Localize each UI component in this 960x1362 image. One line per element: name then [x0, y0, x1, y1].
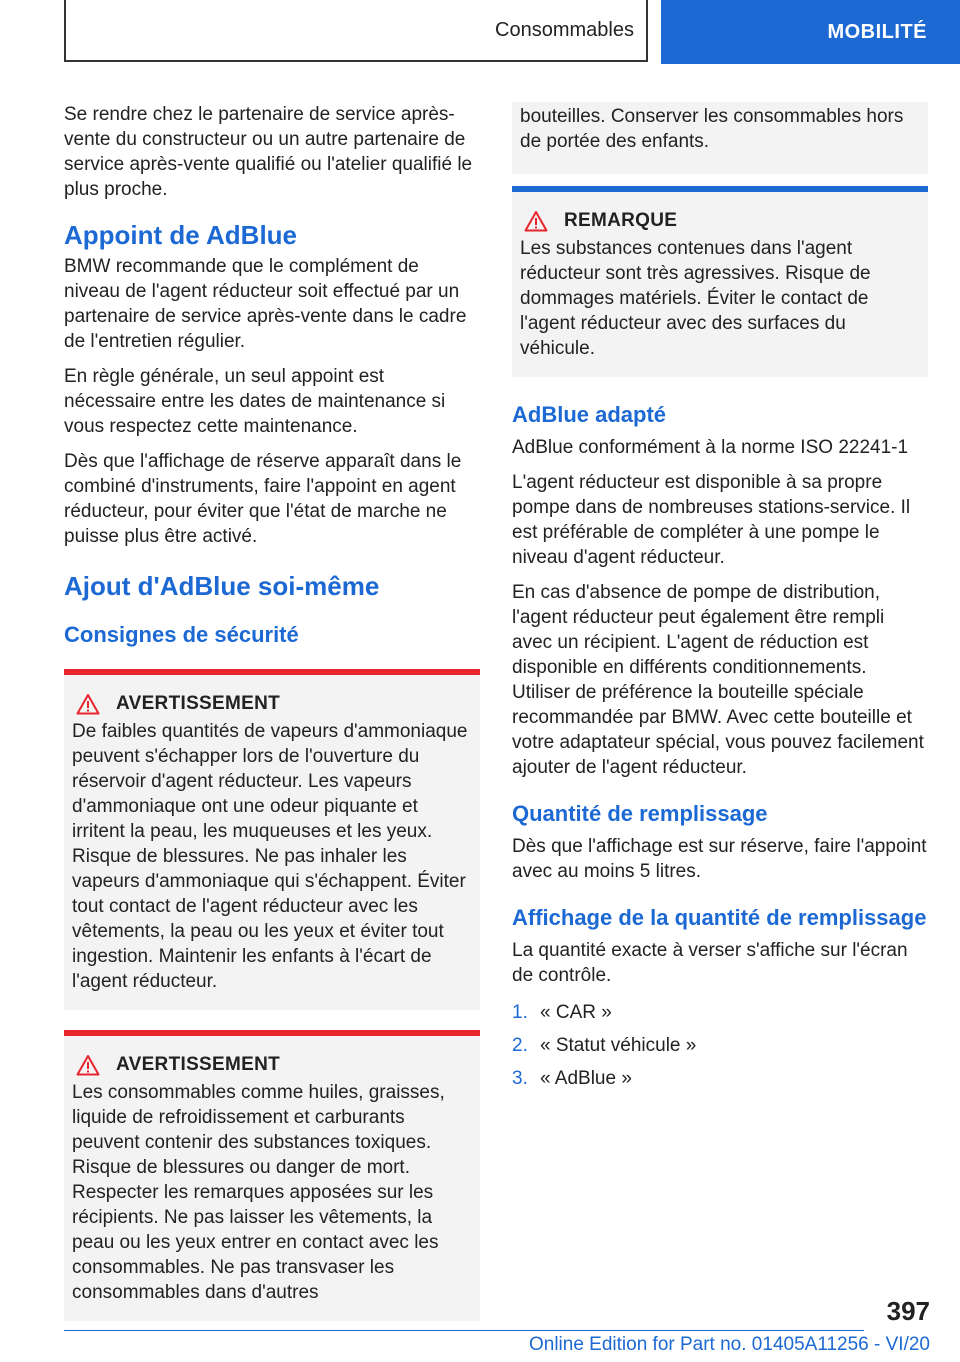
- intro-paragraph: Se rendre chez le partenaire de service après-vente du constructeur ou un autre partenaire de service après-vente qualifié ou l'atelier qualifié le plus proche.: [64, 104, 473, 200]
- warning-text-continued: bouteilles. Conserver les consommables hors de portée des enfants.: [520, 106, 904, 152]
- warning-label: AVERTISSEMENT: [116, 1054, 281, 1075]
- list-item: [512, 1066, 928, 1091]
- header-section-title: Consommables: [495, 18, 634, 41]
- warning-box-2: [64, 1030, 480, 1321]
- warning-text: De faibles quantités de vapeurs d'ammoniaque peuvent s'échapper lors de l'ouverture du réservoir d'agent réducteur. Les vapeurs d'ammoniaque ont une odeur piquante et irritent la peau, les muqueuses et les yeux. Risque de blessures. Ne pas inhaler les vapeurs d'ammoniaque qui s'échappent. Éviter tout contact de l'agent réducteur avec les vêtements, la peau ou les yeux et éviter tout ingestion. Maintenir les enfants à l'écart de l'agent réducteur.: [72, 721, 468, 992]
- warning-triangle-icon: [524, 210, 548, 232]
- remarque-label: REMARQUE: [564, 210, 678, 231]
- step-text: « CAR »: [540, 1002, 612, 1023]
- warning-triangle-icon: [76, 693, 100, 715]
- header-section: [64, 0, 648, 62]
- safety-subheading: Consignes de sécurité: [64, 622, 299, 647]
- adapte-heading: AdBlue adapté: [512, 402, 667, 427]
- page-number: 397: [886, 1296, 930, 1326]
- warning-box-1: [64, 669, 480, 1010]
- adapte-paragraph-1: AdBlue conformément à la norme ISO 22241-1: [512, 437, 909, 458]
- affichage-heading: Affichage de la quantité de remplissage: [512, 905, 927, 930]
- warning-triangle-icon: [76, 1054, 100, 1076]
- step-text: « Statut véhicule »: [540, 1035, 697, 1056]
- appoint-heading: Appoint de AdBlue: [64, 220, 298, 250]
- appoint-paragraph-3: Dès que l'affichage de réserve apparaît dans le combiné d'instruments, faire l'appoint en agent réducteur, pour éviter que l'état de marche ne puisse plus être activé.: [64, 451, 462, 547]
- warning-label: AVERTISSEMENT: [116, 693, 281, 714]
- step-number: 2.: [512, 1035, 528, 1056]
- adapte-paragraph-2: L'agent réducteur est disponible à sa propre pompe dans de nombreuses stations-service. Il est préférable de compléter à une pompe le niveau d'agent réducteur.: [512, 472, 911, 568]
- step-text: « AdBlue »: [540, 1068, 632, 1089]
- affichage-paragraph: La quantité exacte à verser s'affiche sur l'écran de contrôle.: [512, 940, 908, 986]
- appoint-paragraph-2: En règle générale, un seul appoint est nécessaire entre les dates de maintenance si vous respectez cette maintenance.: [64, 366, 446, 437]
- step-number: 3.: [512, 1068, 528, 1089]
- warning-text: Les consommables comme huiles, graisses, liquide de refroidissement et carburants peuvent contenir des substances toxiques. Risque de blessures ou danger de mort. Respecter les remarques apposées sur les récipients. Ne pas laisser les vêtements, la peau ou les yeux entrer en contact avec les consommables. Ne pas transvaser les consommables dans d'autres: [72, 1082, 445, 1303]
- left-column: [64, 102, 480, 1321]
- step-number: 1.: [512, 1002, 528, 1023]
- header-chapter-tab[interactable]: [661, 0, 960, 64]
- quantite-heading: Quantité de remplissage: [512, 801, 768, 826]
- ajout-heading: Ajout d'AdBlue soi-même: [64, 571, 380, 601]
- right-column: [512, 102, 928, 1099]
- footer-divider: [64, 1330, 864, 1331]
- appoint-paragraph-1: BMW recommande que le complément de niveau de l'agent réducteur soit effectué par un partenaire de service après-vente dans le cadre de l'entretien régulier.: [64, 256, 467, 352]
- quantite-paragraph: Dès que l'affichage est sur réserve, faire l'appoint avec au moins 5 litres.: [512, 836, 927, 882]
- warning-box-2-continued: [512, 102, 928, 174]
- remarque-box: [512, 186, 928, 377]
- footer-edition: Online Edition for Part no. 01405A11256 - VI/20: [528, 1334, 930, 1355]
- adapte-paragraph-3: En cas d'absence de pompe de distribution, l'agent réducteur peut également être rempli avec un récipient. L'agent de réduction est disponible en différents conditionnements. Utiliser de préférence la bouteille spéciale recommandée par BMW. Avec cette bouteille et votre adaptateur spécial, vous pouvez facilement ajouter de l'agent réducteur.: [512, 582, 924, 778]
- remarque-text: Les substances contenues dans l'agent réducteur sont très agressives. Risque de dommages matériels. Éviter le contact de l'agent réducteur avec des surfaces du véhicule.: [520, 238, 871, 359]
- steps-list: [512, 1000, 928, 1091]
- list-item: [512, 1033, 928, 1058]
- list-item: [512, 1000, 928, 1025]
- header-chapter-title: MOBILITÉ: [827, 20, 927, 43]
